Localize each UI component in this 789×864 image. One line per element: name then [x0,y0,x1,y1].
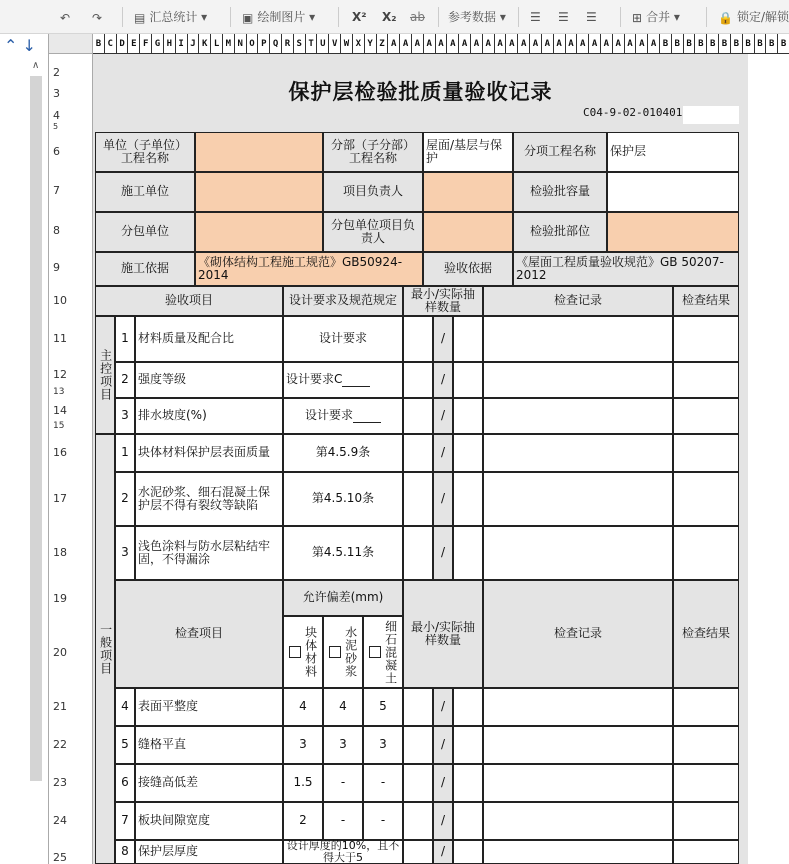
tolerance-value: 3 [323,726,363,764]
summary-button[interactable]: ▤ 汇总统计 ▾ [134,0,207,34]
tolerance-item-no: 5 [115,726,135,764]
undo-button[interactable] [60,0,74,34]
slash: / [433,764,453,802]
sample-actual-input[interactable] [453,316,483,362]
subscript-button[interactable]: X₂ [382,10,397,24]
merge-icon: ⊞ [632,10,643,25]
tolerance-item-name: 接缝高低差 [135,764,283,802]
column-header[interactable]: P [258,34,270,53]
merge-button[interactable]: ⊞ 合并 ▾ [632,0,680,34]
general-item-no: 2 [115,472,135,526]
result-input[interactable] [673,472,739,526]
column-header[interactable]: E [128,34,140,53]
sample-actual-input[interactable] [453,434,483,472]
sample-actual-input[interactable] [453,840,483,864]
material-concrete-header: 细石混凝土 [363,616,403,688]
row-header[interactable]: 12 [53,368,67,381]
row-header[interactable]: 10 [53,294,67,307]
material-cement-checkbox[interactable] [329,646,341,658]
unit-label: 单位（子单位）工程名称 [95,132,195,172]
tolerance-item-name: 表面平整度 [135,688,283,726]
row-header[interactable]: 15 [53,421,65,431]
column-header[interactable]: A [577,34,589,53]
column-header[interactable]: B [672,34,684,53]
tolerance-header: 允许偏差(mm) [283,580,403,616]
unit-name-input[interactable] [195,132,323,172]
sample-actual-input[interactable] [453,726,483,764]
tolerance-item-no: 4 [115,688,135,726]
tolerance-value: 4 [323,688,363,726]
column-header[interactable]: D [117,34,129,53]
column-header[interactable]: N [235,34,247,53]
slash: / [433,472,453,526]
scrollbar[interactable] [30,76,42,781]
column-header[interactable]: A [447,34,459,53]
col-result-header: 检查结果 [673,286,739,316]
record-input[interactable] [483,726,673,764]
batch-capacity-label: 检验批容量 [513,172,607,212]
result-header-2: 检查结果 [673,580,739,688]
subcontractor-input[interactable] [195,212,323,252]
record-input[interactable] [483,398,673,434]
spreadsheet [48,34,789,864]
redo-icon: ↷ [92,10,103,25]
undo-icon: ↶ [60,10,71,25]
column-header[interactable]: A [495,34,507,53]
material-block-header: 块体材料 [283,616,323,688]
row-header[interactable]: 5 [53,122,59,131]
row-header[interactable]: 19 [53,592,67,605]
column-header[interactable]: Y [365,34,377,53]
column-header[interactable]: Z [377,34,389,53]
column-header[interactable]: B [766,34,778,53]
column-header[interactable]: A [459,34,471,53]
sample-min-input[interactable] [403,526,433,580]
align-left-button[interactable] [530,0,541,34]
column-header[interactable]: J [188,34,200,53]
result-input[interactable] [673,362,739,398]
column-header[interactable]: A [648,34,660,53]
batch-part-label: 检验批部位 [513,212,607,252]
sample-actual-input[interactable] [453,526,483,580]
column-header[interactable]: B [778,34,789,53]
check-item-header: 检查项目 [115,580,283,688]
sample-min-input[interactable] [403,840,433,864]
sample-min-input[interactable] [403,764,433,802]
result-input[interactable] [673,398,739,434]
column-header[interactable]: A [412,34,424,53]
main-item-name: 排水坡度(%) [135,398,283,434]
division-label: 分部（子分部）工程名称 [323,132,423,172]
tolerance-item-no: 8 [115,840,135,864]
select-all-corner[interactable] [49,34,93,54]
sample-min-input[interactable] [403,472,433,526]
result-input[interactable] [673,688,739,726]
column-header[interactable]: A [506,34,518,53]
column-header[interactable]: A [625,34,637,53]
column-headers [93,34,789,54]
row-header[interactable]: 21 [53,700,67,713]
record-input[interactable] [483,764,673,802]
strikethrough-button[interactable]: ab [410,10,425,24]
image-icon: ▣ [242,10,254,25]
pm-input[interactable] [423,172,513,212]
main-item-name: 强度等级 [135,362,283,398]
row-header[interactable]: 3 [53,87,60,100]
tolerance-value: 设计厚度的10%，且不得大于5 [283,840,403,864]
row-header[interactable]: 2 [53,66,60,79]
constructor-label: 施工单位 [95,172,195,212]
slash: / [433,398,453,434]
scroll-up-icon[interactable]: ∧ [32,60,40,71]
column-header[interactable]: A [388,34,400,53]
lock-button[interactable]: 🔒 锁定/解锁 [718,0,789,34]
record-input[interactable] [483,472,673,526]
record-input[interactable] [483,526,673,580]
tolerance-item-no: 7 [115,802,135,840]
record-input[interactable] [483,688,673,726]
row-header[interactable]: 6 [53,145,60,158]
column-header[interactable]: B [719,34,731,53]
slash: / [433,688,453,726]
sample-min-input[interactable] [403,316,433,362]
record-header-2: 检查记录 [483,580,673,688]
column-header[interactable]: A [636,34,648,53]
column-header[interactable]: B [695,34,707,53]
draw-image-button[interactable]: ▣ 绘制图片 ▾ [242,0,315,34]
tolerance-value: - [363,802,403,840]
column-header[interactable]: M [223,34,235,53]
slash: / [433,434,453,472]
column-header[interactable]: A [424,34,436,53]
lock-icon: 🔒 [718,10,733,25]
slash: / [433,526,453,580]
main-item-req: 设计要求C [283,362,403,398]
superscript-button[interactable]: X² [352,10,367,24]
material-cement-header: 水泥砂浆 [323,616,363,688]
column-header[interactable]: L [211,34,223,53]
column-header[interactable]: I [176,34,188,53]
constructor-input[interactable] [195,172,323,212]
collapse-icon[interactable]: ⌃ ↓ [4,36,36,55]
col-sample-header: 最小/实际抽样数量 [403,286,483,316]
column-header[interactable]: B [743,34,755,53]
basis-value[interactable]: 《砌体结构工程施工规范》GB50924-2014 [195,252,423,286]
column-header[interactable]: H [164,34,176,53]
tolerance-value: 5 [363,688,403,726]
column-header[interactable]: O [247,34,259,53]
slash: / [433,362,453,398]
tolerance-item-name: 缝格平直 [135,726,283,764]
column-header[interactable]: B [755,34,767,53]
item-value[interactable]: 保护层 [607,132,739,172]
row-header[interactable]: 18 [53,546,67,559]
sample-actual-input[interactable] [453,472,483,526]
item-label: 分项工程名称 [513,132,607,172]
row-header[interactable]: 16 [53,446,67,459]
column-header[interactable]: A [400,34,412,53]
sample-actual-input[interactable] [453,802,483,840]
result-input[interactable] [673,726,739,764]
column-header[interactable]: Q [270,34,282,53]
redo-button[interactable] [92,0,106,34]
column-header[interactable]: K [199,34,211,53]
general-item-req: 第4.5.10条 [283,472,403,526]
general-item-name: 水泥砂浆、细石混凝土保护层不得有裂纹等缺陷 [135,472,283,526]
main-item-no: 3 [115,398,135,434]
col-record-header: 检查记录 [483,286,673,316]
column-header[interactable]: B [684,34,696,53]
result-input[interactable] [673,316,739,362]
tolerance-value: 4 [283,688,323,726]
general-item-req: 第4.5.9条 [283,434,403,472]
material-block-checkbox[interactable] [289,646,301,658]
sample-actual-input[interactable] [453,362,483,398]
chart-icon: ▤ [134,10,146,25]
sample-actual-input[interactable] [453,398,483,434]
general-item-no: 1 [115,434,135,472]
column-header[interactable]: A [566,34,578,53]
column-header[interactable]: A [542,34,554,53]
general-item-name: 块体材料保护层表面质量 [135,434,283,472]
row-header[interactable]: 25 [53,851,67,864]
pm-label: 项目负责人 [323,172,423,212]
column-header[interactable]: A [483,34,495,53]
row-header[interactable]: 22 [53,738,67,751]
sample-min-input[interactable] [403,688,433,726]
subcontractor-label: 分包单位 [95,212,195,252]
tolerance-value: - [323,802,363,840]
result-input[interactable] [673,434,739,472]
column-header[interactable]: B [731,34,743,53]
column-header[interactable]: B [660,34,672,53]
row-header[interactable]: 9 [53,261,60,274]
column-header[interactable]: C [105,34,117,53]
row-header[interactable]: 7 [53,184,60,197]
left-panel [0,34,48,864]
tolerance-item-no: 6 [115,764,135,802]
col-design-header: 设计要求及规范规定 [283,286,403,316]
result-input[interactable] [673,802,739,840]
form-sheet [93,54,748,864]
form-code: C04-9-02-010401 [583,106,683,119]
align-left-icon: ☰ [530,10,541,24]
sample-min-input[interactable] [403,726,433,764]
reference-data-button[interactable]: 参考数据 ▾ [448,10,506,24]
column-header[interactable]: A [554,34,566,53]
column-header[interactable]: W [341,34,353,53]
row-header[interactable]: 14 [53,404,67,417]
sample-min-input[interactable] [403,362,433,398]
tolerance-value: 3 [363,726,403,764]
code-suffix-input[interactable] [683,106,739,124]
row-header[interactable]: 17 [53,492,67,505]
batch-part-input[interactable] [607,212,739,252]
main-item-name: 材料质量及配合比 [135,316,283,362]
row-header[interactable]: 11 [53,332,67,345]
record-input[interactable] [483,802,673,840]
sample-min-input[interactable] [403,434,433,472]
batch-capacity-input[interactable] [607,172,739,212]
row-header[interactable]: 13 [53,387,65,397]
column-header[interactable]: A [518,34,530,53]
tolerance-value: - [363,764,403,802]
row-header[interactable]: 20 [53,646,67,659]
slope-input[interactable] [353,409,381,423]
sample-min-input[interactable] [403,398,433,434]
division-value[interactable]: 屋面/基层与保护 [423,132,513,172]
main-group-label: 主控项目 [95,316,115,434]
slash: / [433,316,453,362]
row-header[interactable]: 23 [53,776,67,789]
column-header[interactable]: T [306,34,318,53]
align-center-button[interactable] [558,0,569,34]
record-input[interactable] [483,840,673,864]
slash: / [433,840,453,864]
column-header[interactable]: F [140,34,152,53]
slash: / [433,802,453,840]
result-input[interactable] [673,840,739,864]
tolerance-value: 1.5 [283,764,323,802]
column-header[interactable]: B [707,34,719,53]
column-header[interactable]: V [329,34,341,53]
column-header[interactable]: A [589,34,601,53]
row-header[interactable]: 8 [53,224,60,237]
general-group-label: 一般项目 [95,434,115,864]
general-item-name: 浅色涂料与防水层粘结牢固，不得漏涂 [135,526,283,580]
sub-pm-input[interactable] [423,212,513,252]
column-header[interactable]: R [282,34,294,53]
main-item-req: 设计要求 [283,398,403,434]
slash: / [433,726,453,764]
result-input[interactable] [673,764,739,802]
sub-pm-label: 分包单位项目负责人 [323,212,423,252]
accept-basis-label: 验收依据 [423,252,513,286]
sample-actual-input[interactable] [453,764,483,802]
accept-basis-value[interactable]: 《屋面工程质量验收规范》GB 50207-2012 [513,252,739,286]
row-header[interactable]: 4 [53,109,60,122]
column-header[interactable]: A [471,34,483,53]
record-input[interactable] [483,316,673,362]
general-item-req: 第4.5.11条 [283,526,403,580]
strength-input[interactable] [342,373,370,387]
form-title: 保护层检验批质量验收记录 [288,79,553,104]
align-right-button[interactable] [586,0,597,34]
column-header[interactable]: A [601,34,613,53]
general-item-no: 3 [115,526,135,580]
column-header[interactable]: A [436,34,448,53]
column-header[interactable]: S [294,34,306,53]
result-input[interactable] [673,526,739,580]
row-header[interactable]: 24 [53,814,67,827]
record-input[interactable] [483,362,673,398]
main-item-req: 设计要求 [283,316,403,362]
main-item-no: 1 [115,316,135,362]
col-item-header: 验收项目 [95,286,283,316]
column-header[interactable]: A [530,34,542,53]
column-header[interactable]: A [613,34,625,53]
basis-label: 施工依据 [95,252,195,286]
align-center-icon: ☰ [558,10,569,24]
record-input[interactable] [483,434,673,472]
align-right-icon: ☰ [586,10,597,24]
tolerance-item-name: 保护层厚度 [135,840,283,864]
sample-header-2: 最小/实际抽样数量 [403,580,483,688]
column-header[interactable]: B [93,34,105,53]
tolerance-value: 3 [283,726,323,764]
tolerance-value: 2 [283,802,323,840]
column-header[interactable]: X [353,34,365,53]
sample-min-input[interactable] [403,802,433,840]
sample-actual-input[interactable] [453,688,483,726]
tolerance-item-name: 板块间隙宽度 [135,802,283,840]
column-header[interactable]: G [152,34,164,53]
toolbar [0,0,789,34]
column-header[interactable]: U [317,34,329,53]
main-item-no: 2 [115,362,135,398]
row-headers [49,54,93,864]
material-concrete-checkbox[interactable] [369,646,381,658]
tolerance-value: - [323,764,363,802]
